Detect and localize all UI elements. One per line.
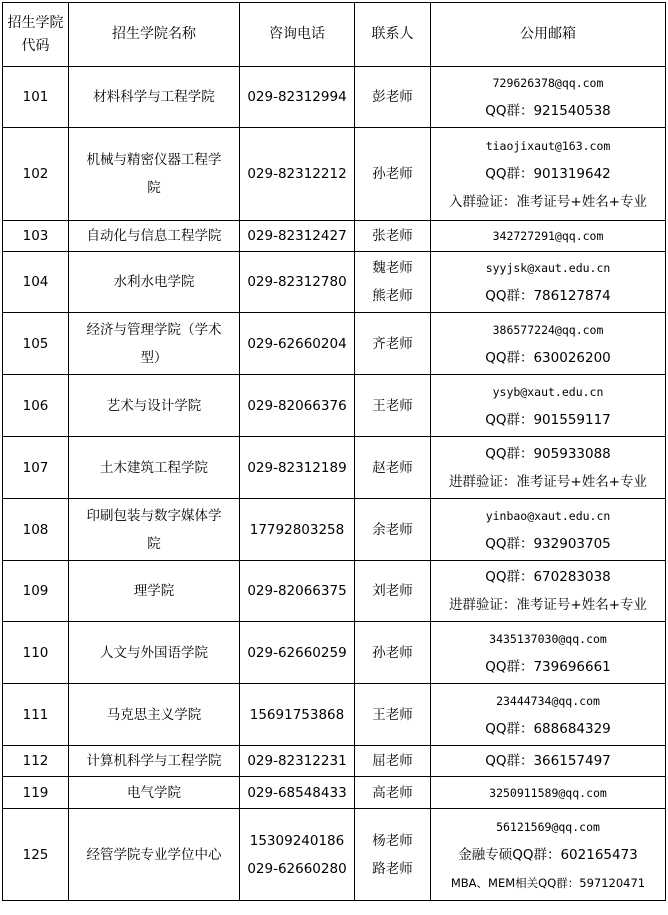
phone-number-line: 029-82066376 bbox=[247, 397, 347, 414]
phone-number-line: 029-82312427 bbox=[247, 228, 347, 244]
email-info-line: QQ群：932903705 bbox=[485, 535, 611, 552]
header-contact: 联系人 bbox=[355, 3, 431, 67]
contact-person-line: 刘老师 bbox=[372, 583, 413, 599]
phone-number-line: 029-82312780 bbox=[247, 274, 347, 290]
contact-person-line: 孙老师 bbox=[372, 166, 413, 182]
phone-number-line: 15309240186 bbox=[249, 832, 345, 849]
college-name bbox=[69, 622, 240, 684]
email-info-line: ysyb@xaut.edu.cn bbox=[492, 384, 604, 399]
table-row bbox=[3, 777, 666, 809]
email-info-line: QQ群：921540538 bbox=[485, 103, 611, 119]
email-info-line: 进群验证：准考证号+姓名+专业 bbox=[448, 473, 648, 490]
email-info-line: tiaojixaut@163.com bbox=[485, 139, 611, 153]
table-row bbox=[3, 809, 666, 901]
college-name bbox=[69, 809, 240, 901]
contact-person-line: 高老师 bbox=[372, 784, 413, 801]
phone-number-line: 029-82312212 bbox=[247, 166, 347, 182]
table-row bbox=[3, 561, 666, 622]
email-info-line: 进群验证：准考证号+姓名+专业 bbox=[448, 597, 648, 613]
college-name bbox=[69, 221, 240, 252]
contact-person bbox=[355, 252, 431, 313]
college-code: 108 bbox=[3, 499, 69, 561]
email-info bbox=[431, 777, 666, 809]
college-name bbox=[69, 499, 240, 561]
header-phone: 咨询电话 bbox=[240, 3, 355, 67]
college-name-line: 艺术与设计学院 bbox=[106, 397, 202, 414]
email-info bbox=[431, 561, 666, 622]
college-code: 101 bbox=[3, 67, 69, 128]
email-info-line: QQ群：366157497 bbox=[485, 753, 611, 769]
contact-person bbox=[355, 67, 431, 128]
college-name-line: 经管学院专业学位中心 bbox=[86, 846, 222, 863]
college-code: 112 bbox=[3, 746, 69, 777]
phone-number-line: 029-82312189 bbox=[247, 459, 347, 476]
phone-number-line: 15691753868 bbox=[249, 706, 345, 723]
email-info bbox=[431, 809, 666, 901]
college-name-line: 水利水电学院 bbox=[113, 274, 195, 290]
header-email: 公用邮箱 bbox=[431, 3, 666, 67]
college-name bbox=[69, 777, 240, 809]
contact-person bbox=[355, 561, 431, 622]
table-row bbox=[3, 313, 666, 375]
admissions-contact-table bbox=[2, 2, 666, 901]
college-name bbox=[69, 561, 240, 622]
phone-number-line: 029-62660259 bbox=[247, 644, 347, 661]
email-info bbox=[431, 622, 666, 684]
table-row bbox=[3, 221, 666, 252]
contact-person-line: 赵老师 bbox=[372, 459, 413, 476]
college-name-line: 机械与精密仪器工程学 bbox=[86, 152, 222, 168]
email-info-line: QQ群：630026200 bbox=[485, 349, 611, 366]
contact-person bbox=[355, 437, 431, 499]
phone-number bbox=[240, 67, 355, 128]
email-info bbox=[431, 437, 666, 499]
college-name-line: 马克思主义学院 bbox=[106, 706, 202, 723]
phone-number bbox=[240, 128, 355, 221]
table-row bbox=[3, 684, 666, 746]
phone-number-line: 029-82066375 bbox=[247, 583, 347, 599]
college-code: 106 bbox=[3, 375, 69, 437]
email-info bbox=[431, 375, 666, 437]
email-info-line: 3250911589@qq.com bbox=[489, 785, 607, 800]
college-name bbox=[69, 313, 240, 375]
college-code: 102 bbox=[3, 128, 69, 221]
college-name-line: 理学院 bbox=[133, 583, 175, 599]
phone-number bbox=[240, 221, 355, 252]
college-code: 105 bbox=[3, 313, 69, 375]
college-name bbox=[69, 375, 240, 437]
college-code: 125 bbox=[3, 809, 69, 901]
phone-number-line: 029-68548433 bbox=[247, 784, 347, 801]
phone-number bbox=[240, 313, 355, 375]
header-code: 招生学院代码 bbox=[3, 3, 69, 67]
college-name-line: 院 bbox=[147, 535, 161, 552]
email-info bbox=[431, 128, 666, 221]
contact-person bbox=[355, 777, 431, 809]
college-name bbox=[69, 252, 240, 313]
college-name-line: 材料科学与工程学院 bbox=[93, 89, 215, 105]
contact-person bbox=[355, 746, 431, 777]
phone-number bbox=[240, 746, 355, 777]
contact-person-line: 张老师 bbox=[372, 228, 413, 244]
phone-number-line: 029-62660204 bbox=[247, 335, 347, 352]
table-row bbox=[3, 746, 666, 777]
email-info-line: 金融专硕QQ群：602165473 bbox=[458, 846, 638, 863]
college-name-line: 印刷包装与数字媒体学 bbox=[86, 507, 222, 524]
contact-person-line: 王老师 bbox=[372, 397, 413, 414]
contact-person bbox=[355, 313, 431, 375]
table-row bbox=[3, 375, 666, 437]
email-info bbox=[431, 313, 666, 375]
college-name bbox=[69, 746, 240, 777]
phone-number-line: 029-82312994 bbox=[247, 89, 347, 105]
college-name-line: 人文与外国语学院 bbox=[100, 644, 208, 661]
college-code: 107 bbox=[3, 437, 69, 499]
contact-person-line: 杨老师 bbox=[372, 832, 413, 849]
email-info-line: 23444734@qq.com bbox=[496, 693, 600, 708]
email-info-line: QQ群：670283038 bbox=[485, 569, 611, 585]
header-row bbox=[3, 3, 666, 67]
contact-person bbox=[355, 221, 431, 252]
college-code: 111 bbox=[3, 684, 69, 746]
phone-number-line: 029-82312231 bbox=[247, 753, 347, 769]
college-code: 103 bbox=[3, 221, 69, 252]
email-info-line: QQ群：901319642 bbox=[485, 166, 611, 182]
contact-person-line: 路老师 bbox=[372, 860, 413, 877]
college-code: 109 bbox=[3, 561, 69, 622]
phone-number-line: 17792803258 bbox=[249, 521, 345, 538]
table-row bbox=[3, 128, 666, 221]
college-code: 104 bbox=[3, 252, 69, 313]
email-info-line: yinbao@xaut.edu.cn bbox=[485, 508, 611, 523]
college-name-line: 型） bbox=[140, 349, 168, 366]
contact-person-line: 魏老师 bbox=[372, 260, 413, 276]
phone-number bbox=[240, 437, 355, 499]
college-name bbox=[69, 128, 240, 221]
contact-person bbox=[355, 128, 431, 221]
phone-number bbox=[240, 684, 355, 746]
college-name-line: 自动化与信息工程学院 bbox=[86, 228, 222, 244]
table-row bbox=[3, 622, 666, 684]
college-name bbox=[69, 684, 240, 746]
email-info-line: syyjsk@xaut.edu.cn bbox=[485, 261, 611, 275]
phone-number-line: 029-62660280 bbox=[247, 860, 347, 877]
college-name-line: 电气学院 bbox=[127, 784, 181, 801]
table-row bbox=[3, 252, 666, 313]
email-info-line: QQ群：786127874 bbox=[485, 288, 611, 304]
table-body bbox=[3, 67, 666, 901]
table-row bbox=[3, 67, 666, 128]
header-name: 招生学院名称 bbox=[69, 3, 240, 67]
email-info-line: 3435137030@qq.com bbox=[489, 631, 607, 646]
email-info-line: 入群验证：准考证号+姓名+专业 bbox=[448, 194, 648, 210]
email-info-line: QQ群：905933088 bbox=[485, 445, 611, 462]
email-info bbox=[431, 67, 666, 128]
phone-number bbox=[240, 622, 355, 684]
contact-person bbox=[355, 375, 431, 437]
contact-person-line: 熊老师 bbox=[372, 288, 413, 304]
table-row bbox=[3, 499, 666, 561]
contact-person-line: 王老师 bbox=[372, 706, 413, 723]
phone-number bbox=[240, 561, 355, 622]
college-code: 110 bbox=[3, 622, 69, 684]
email-info bbox=[431, 221, 666, 252]
phone-number bbox=[240, 375, 355, 437]
phone-number bbox=[240, 809, 355, 901]
email-info bbox=[431, 499, 666, 561]
email-info bbox=[431, 746, 666, 777]
email-info-line: 729626378@qq.com bbox=[492, 76, 604, 90]
contact-person bbox=[355, 684, 431, 746]
contact-person-line: 孙老师 bbox=[372, 644, 413, 661]
college-name bbox=[69, 437, 240, 499]
phone-number bbox=[240, 252, 355, 313]
email-info bbox=[431, 252, 666, 313]
contact-person-line: 屈老师 bbox=[372, 753, 413, 769]
college-code: 119 bbox=[3, 777, 69, 809]
college-name bbox=[69, 67, 240, 128]
table-row bbox=[3, 437, 666, 499]
email-info-line: 342727291@qq.com bbox=[492, 229, 604, 243]
contact-person-line: 齐老师 bbox=[372, 335, 413, 352]
college-name-line: 计算机科学与工程学院 bbox=[86, 753, 222, 769]
college-name-line: 院 bbox=[147, 180, 161, 196]
college-name-line: 土木建筑工程学院 bbox=[100, 459, 208, 476]
phone-number bbox=[240, 499, 355, 561]
email-info bbox=[431, 684, 666, 746]
college-name-line: 经济与管理学院（学术 bbox=[86, 321, 222, 338]
email-info-line: QQ群：688684329 bbox=[485, 720, 611, 737]
contact-person-line: 余老师 bbox=[372, 521, 413, 538]
email-info-line: QQ群：739696661 bbox=[485, 658, 611, 675]
contact-person bbox=[355, 499, 431, 561]
email-info-line: MBA、MEM相关QQ群：597120471 bbox=[450, 875, 646, 890]
contact-person bbox=[355, 809, 431, 901]
phone-number bbox=[240, 777, 355, 809]
contact-person bbox=[355, 622, 431, 684]
email-info-line: 386577224@qq.com bbox=[492, 322, 604, 337]
email-info-line: QQ群：901559117 bbox=[485, 411, 611, 428]
email-info-line: 56121569@qq.com bbox=[496, 819, 600, 834]
contact-person-line: 彭老师 bbox=[372, 89, 413, 105]
